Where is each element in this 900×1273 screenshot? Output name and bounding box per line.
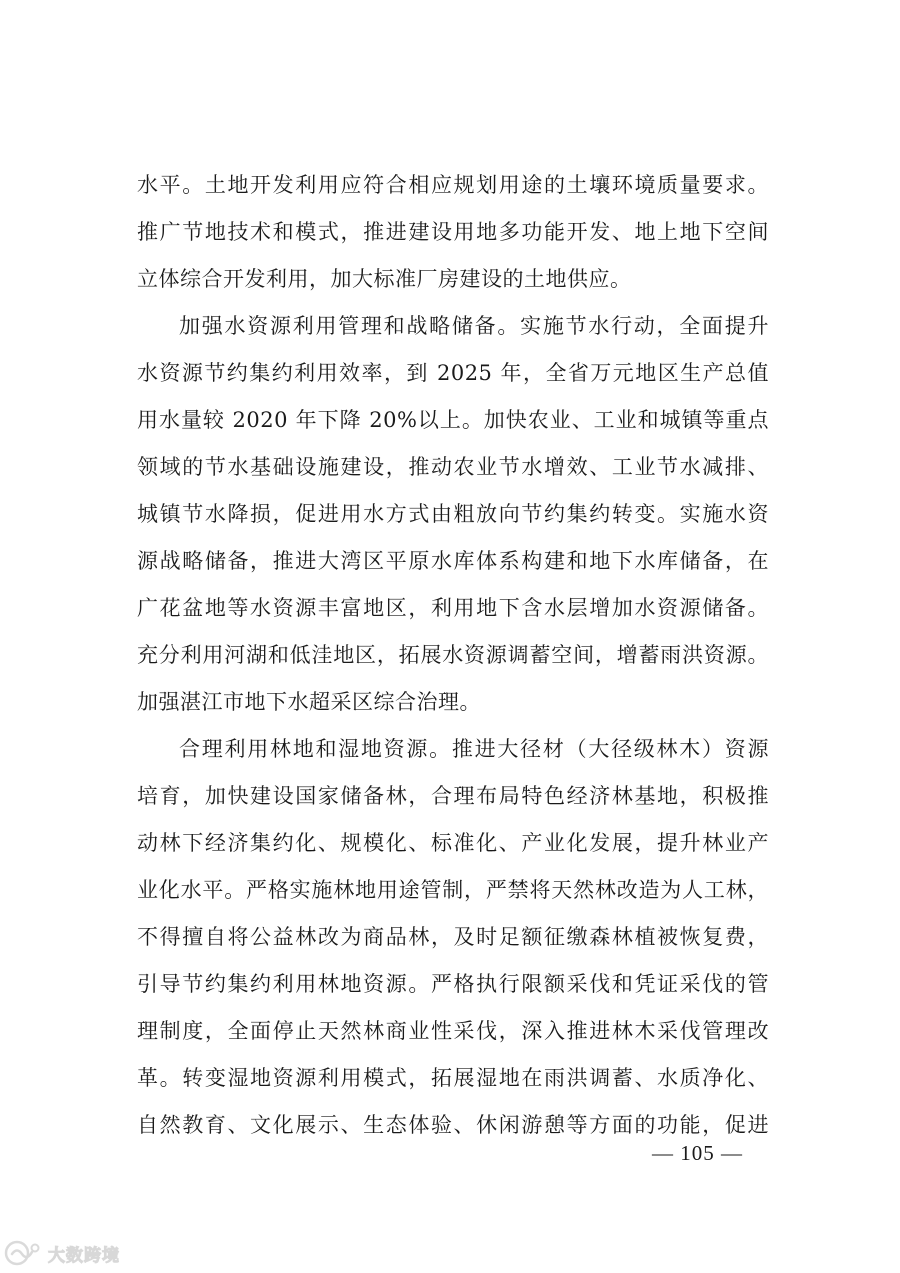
text-line: 用水量较 2020 年下降 20%以上。加快农业、工业和城镇等重点 [137,408,769,432]
text-run: 推进大径材（大径级林木）资源 [451,737,770,761]
text-line: 广花盆地等水资源丰富地区，利用地下含水层增加水资源储备。 [137,596,769,620]
text-line: 水平。土地开发利用应符合相应规划用途的土壤环境质量要求。 [137,173,769,197]
text-line: 水资源节约集约利用效率，到 2025 年，全省万元地区生产总值 [137,361,769,385]
section-heading: 加强水资源利用管理和战略储备。 [179,314,521,338]
body-text [137,162,769,1149]
text-line: 培育，加快建设国家储备林，合理布局特色经济林基地，积极推 [137,784,769,808]
text-line: 理制度，全面停止天然林商业性采伐，深入推进林木采伐管理改 [137,1019,769,1043]
watermark-text: 大数跨境 [48,1245,120,1266]
page-number: — 105 — [652,1141,743,1165]
text-line [137,726,769,773]
text-line: 引导节约集约利用林地资源。严格执行限额采伐和凭证采伐的管 [137,972,769,996]
text-line: 不得擅自将公益林改为商品林，及时足额征缴森林植被恢复费， [137,925,769,949]
text-line [137,303,769,350]
text-run: 实施节水行动，全面提升 [520,314,770,338]
text-line: 充分利用河湖和低洼地区，拓展水资源调蓄空间，增蓄雨洪资源。 [137,643,769,667]
text-line: 自然教育、文化展示、生态体验、休闲游憩等方面的功能，促进 [137,1113,769,1137]
text-line: 立体综合开发利用，加大标准厂房建设的土地供应。 [137,267,632,291]
section-heading: 合理利用林地和湿地资源。 [179,737,452,761]
text-line: 领域的节水基础设施建设，推动农业节水增效、工业节水减排、 [137,455,769,479]
text-line: 革。转变湿地资源利用模式，拓展湿地在雨洪调蓄、水质净化、 [137,1066,769,1090]
text-line: 城镇节水降损，促进用水方式由粗放向节约集约转变。实施水资 [137,502,769,526]
watermark [4,1236,120,1270]
brand-logo-icon [4,1239,44,1267]
text-line: 业化水平。严格实施林地用途管制，严禁将天然林改造为人工林， [137,878,769,902]
text-line: 推广节地技术和模式，推进建设用地多功能开发、地上地下空间 [137,220,769,244]
text-line: 源战略储备，推进大湾区平原水库体系构建和地下水库储备，在 [137,549,769,573]
text-line: 加强湛江市地下水超采区综合治理。 [137,690,481,714]
text-line: 动林下经济集约化、规模化、标准化、产业化发展，提升林业产 [137,831,769,855]
